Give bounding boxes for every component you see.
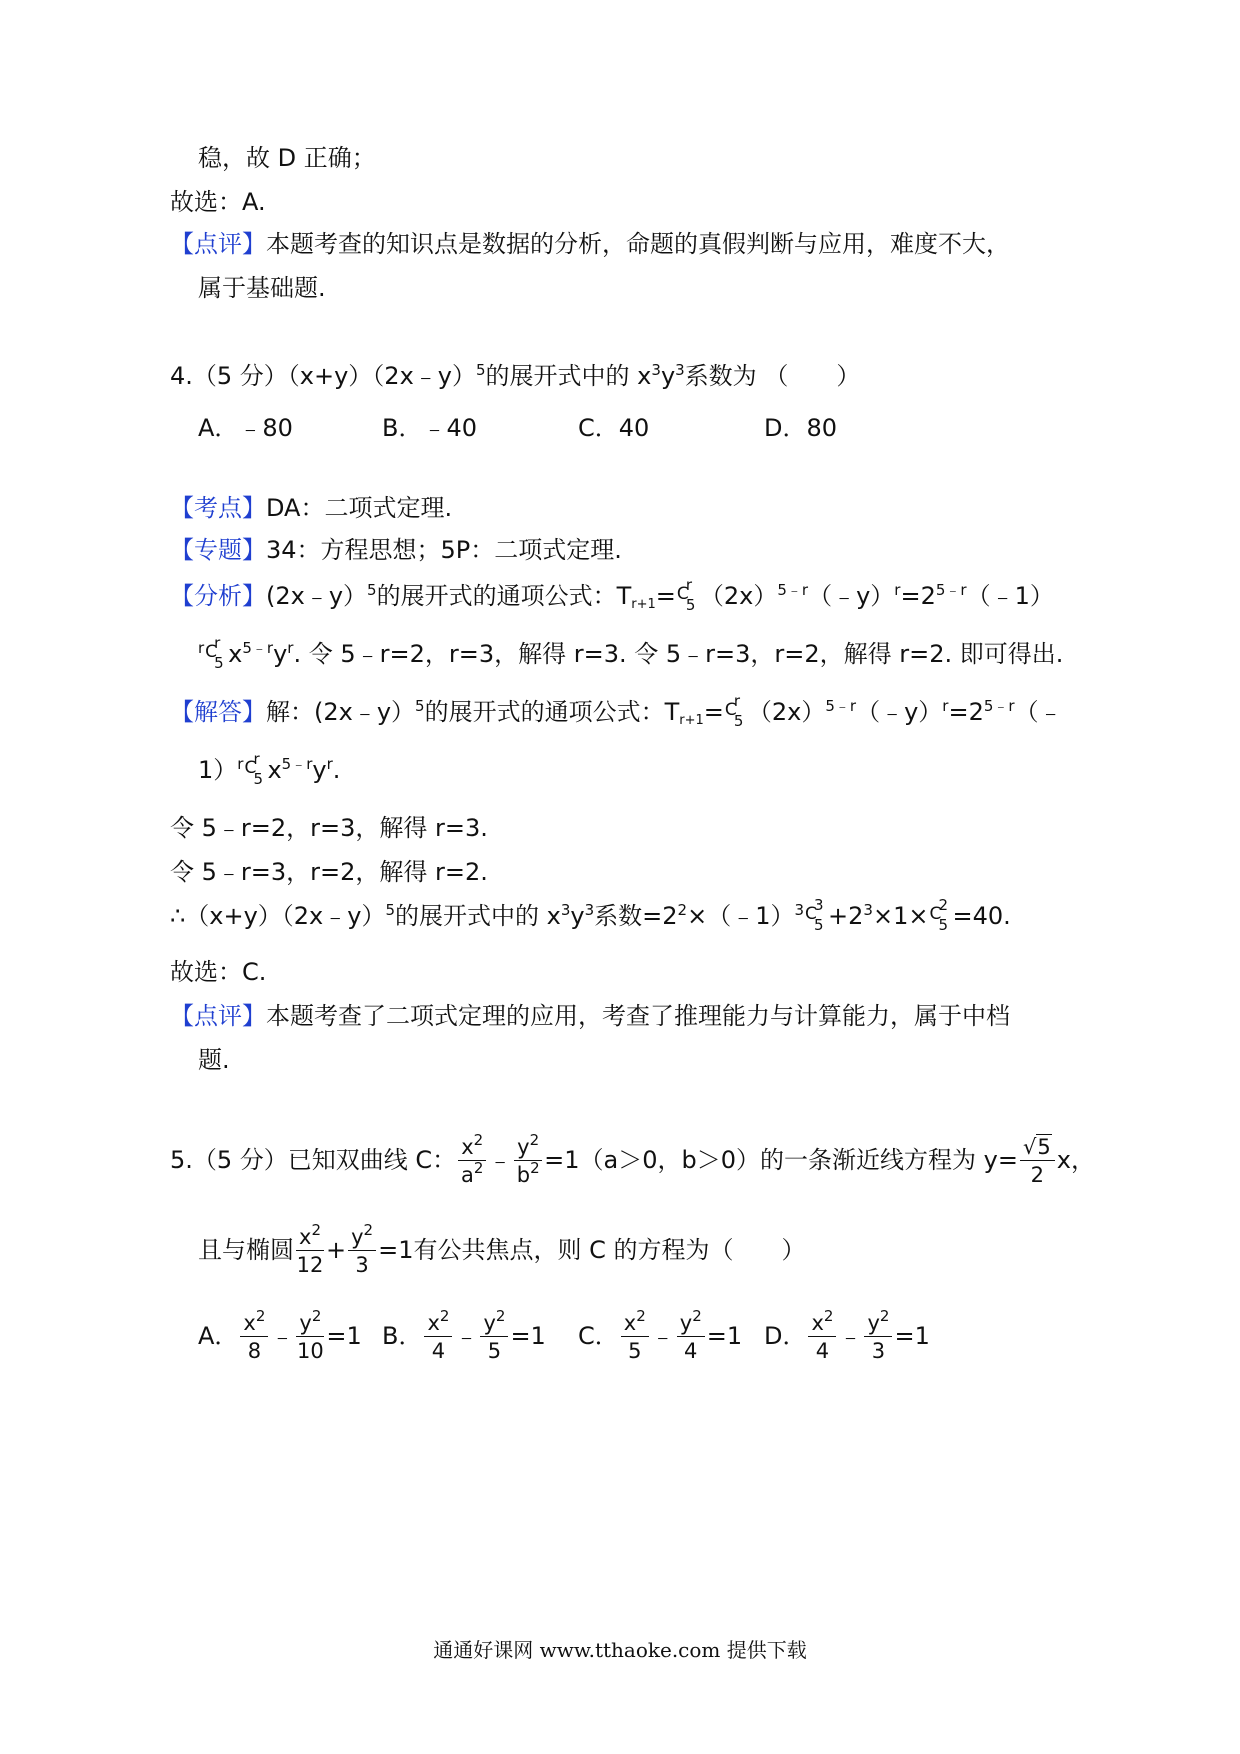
q4-stem [170,361,861,390]
stem-text: 4.（5 分）（x+y）（2x﹣y） [170,362,476,390]
stem-text: ﹣ [488,1146,513,1175]
zhuanti-text: 34：方程思想；5P：二项式定理. [266,536,622,564]
exponent: 3 [863,901,873,919]
exponent: 5﹣r [935,581,967,599]
q4-select: 故选：C. [170,958,267,986]
stem-text: 有公共焦点，则 C 的方程为（ ） [413,1236,806,1265]
fenxi-tag: 【分析】 [170,582,266,610]
exponent: r [287,639,294,657]
option-a: A． $\frac{x^2}{8}$ ﹣ $\frac{y^2}{10}$ =1 [198,1307,362,1364]
exponent: 2 [677,901,688,919]
result-text: +2 [828,902,864,930]
exponent: r [942,697,949,715]
q5-stem-cont [198,1221,806,1278]
fenxi-text: y [273,640,288,668]
option-b: B．﹣40 [382,414,478,442]
option-d: D． $\frac{x^2}{4}$ ﹣ $\frac{y^2}{3}$ =1 [764,1307,930,1364]
exponent: r [326,755,333,773]
exponent: r [237,755,244,773]
stem-text: =1 [378,1236,414,1265]
result-text: ×（﹣1） [687,902,795,930]
exponent: 5﹣r [242,639,274,657]
q4-fenxi [170,576,1054,614]
result-text: ∴（x+y）（2x﹣y） [170,902,386,930]
exponent: 5﹣r [983,697,1015,715]
exponent: 5﹣r [825,697,857,715]
q5-stem [170,1131,1095,1188]
fenxi-text: = [655,582,676,610]
stem-text: 5.（5 分）已知双曲线 C： [170,1146,457,1175]
fenxi-text: (2x﹣y） [266,582,368,610]
exponent: 5 [385,901,396,919]
q4-step2: 令 5﹣r=3，r=2，解得 r=2. [170,858,488,886]
q4-options [0,408,1240,442]
q4-zhuanti [170,538,622,562]
page-footer: 通通好课网 www.tthaoke.com 提供下载 [433,1638,807,1662]
fraction: $\frac{x^2}{a^2}$ [458,1136,486,1186]
comment-tag: 【点评】 [170,1002,266,1030]
exponent: 5 [415,697,425,715]
binomial-coefficient: C 3 5 [805,896,824,934]
jieda-text: = [703,698,724,726]
zhuanti-tag: 【专题】 [170,536,266,564]
stem-text: y [660,362,676,390]
result-text: 的展开式中的 x [395,902,561,930]
q4-jieda [170,692,1063,730]
exponent: 3 [560,901,571,919]
kaodian-text: DA：二项式定理. [266,494,453,522]
exponent: 3 [675,361,685,379]
stem-text: =1 [544,1146,580,1175]
q4-fenxi-cont [198,634,1064,672]
q3-comment [170,232,1010,256]
exponent: 5﹣r [281,755,313,773]
stem-text: x， [1056,1146,1095,1175]
exponent: 5 [476,361,486,379]
fraction: $\frac{y^2}{3}$ [348,1226,376,1276]
jieda-text: （﹣y） [856,698,943,726]
binomial-coefficient: C r 5 [676,576,696,614]
q3-select: 故选：A. [170,188,266,216]
fenxi-text: （2x） [699,582,778,610]
result-text: 系数=2 [594,902,678,930]
q4-kaodian [170,496,452,520]
subscript: r+1 [679,713,704,728]
fenxi-text: =2 [900,582,936,610]
jieda-text: y [312,756,327,784]
fraction: $\frac{y^2}{b^2}$ [514,1136,542,1186]
subscript: r+1 [631,597,656,612]
jieda-text: . [332,756,341,784]
jieda-text: x [267,756,282,784]
exponent: 5 [367,581,377,599]
kaodian-tag: 【考点】 [170,494,266,522]
option-b: B． $\frac{x^2}{4}$ ﹣ $\frac{y^2}{5}$ =1 [382,1307,546,1364]
fenxi-text: （﹣y） [808,582,895,610]
stem-text: 系数为 （ ） [684,362,861,390]
fenxi-text: x [228,640,243,668]
q4-comment [170,1004,1010,1028]
result-text: =40. [952,902,1011,930]
exponent: 3 [651,361,661,379]
jieda-text: 解：(2x﹣y） [266,698,416,726]
jieda-text: 的展开式的通项公式：T [424,698,680,726]
q4-result [170,896,1011,934]
binomial-coefficient: C 2 5 [929,896,949,934]
jieda-tag: 【解答】 [170,698,266,726]
comment-tag: 【点评】 [170,230,266,258]
option-c: C．40 [578,414,650,442]
q3-comment-cont: 属于基础题. [198,274,326,302]
fenxi-text: （﹣1） [966,582,1054,610]
exponent: 3 [794,901,805,919]
binomial-coefficient: C r 5 [724,692,744,730]
q4-step1: 令 5﹣r=2，r=3，解得 r=3. [170,814,488,842]
exponent: r [198,639,205,657]
exponent: r [894,581,901,599]
q3-tail-line: 稳，故 D 正确； [198,144,376,172]
jieda-text: （2x） [747,698,826,726]
exponent: 3 [584,901,595,919]
fenxi-text: 的展开式的通项公式：T [376,582,632,610]
q4-jieda-cont [198,750,341,788]
q4-comment-cont: 题. [198,1046,230,1074]
comment-text: 本题考查了二项式定理的应用，考查了推理能力与计算能力，属于中档 [266,1002,1010,1030]
fenxi-text: . 令 5﹣r=2，r=3，解得 r=3. 令 5﹣r=3，r=2，解得 r=2. 即可得出. [293,640,1064,668]
result-text: ×1× [872,902,929,930]
binomial-coefficient: C r 5 [205,634,224,672]
jieda-text: 1） [198,756,238,784]
q5-options [0,1307,1240,1372]
stem-text: 的展开式中的 x [485,362,652,390]
jieda-text: （﹣ [1014,698,1063,726]
comment-text: 本题考查的知识点是数据的分析，命题的真假判断与应用，难度不大， [266,230,1010,258]
stem-text: 且与椭圆 [198,1236,294,1265]
result-text: y [570,902,585,930]
stem-text: + [325,1236,347,1265]
option-d: D．80 [764,414,838,442]
fraction: $\frac{x^2}{12}$ [296,1221,324,1278]
option-a: A．﹣80 [198,414,293,442]
binomial-coefficient: C r 5 [244,750,263,788]
option-c: C． $\frac{x^2}{5}$ ﹣ $\frac{y^2}{4}$ =1 [578,1307,743,1364]
fraction: $\frac{√5}{2}$ [1020,1136,1055,1186]
jieda-text: =2 [948,698,984,726]
stem-text: （a＞0，b＞0）的一条渐近线方程为 y= [579,1146,1018,1175]
exponent: 5﹣r [777,581,809,599]
